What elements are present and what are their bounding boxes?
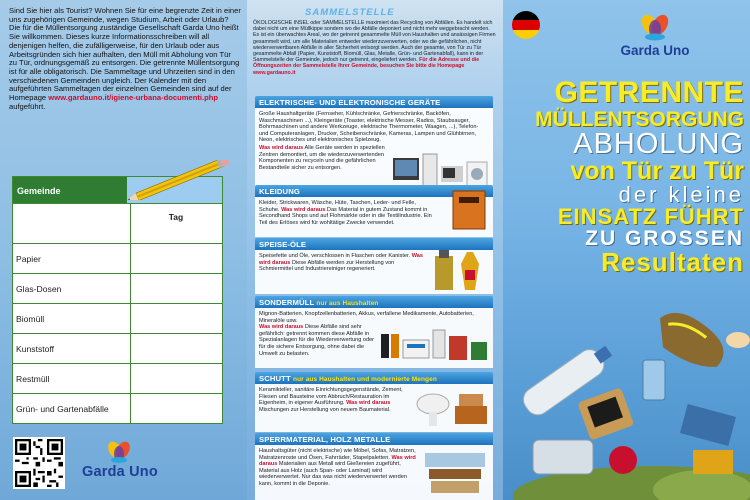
- header-tag: Tag: [168, 212, 184, 222]
- intro-highlight: Für die Adresse und die Öffnungszeiten der Sammelstelle Ihrer Gemeinde, besuchen Sie bitte die Homepage www.gardauno.it: [253, 57, 480, 76]
- section-rubble: [255, 372, 493, 432]
- headline-line: der kleine: [618, 182, 744, 207]
- section-hazardous: [255, 296, 493, 368]
- section-red-label: Was wird daraus: [281, 206, 326, 213]
- section-text2: Alle Geräte werden in speziellen Zentren demontiert, um die wiederzuverwertenden Komponenten zu recyceln und die gefährlichen Bestandteile sicher zu entsorgen.: [259, 144, 385, 171]
- section-title-text: SCHUTT: [259, 374, 291, 383]
- table-row: [13, 243, 222, 273]
- header-gemeinde: Gemeinde: [17, 186, 61, 196]
- section-body: [255, 308, 493, 368]
- collection-table: [12, 176, 223, 424]
- logo-text: Garda Uno: [82, 464, 158, 480]
- logo-text: Garda Uno: [620, 43, 690, 58]
- garda-uno-logo-icon: [639, 13, 671, 41]
- middle-panel: [247, 0, 503, 500]
- section-text2: Das Material in gutem Zustand kommt in Secondhand Shops und auf Flohmärkte oder in die Textilindustrie. Ein Teil des Erlöses wird für wohltätige Zwecke verwendet.: [259, 206, 432, 226]
- section-red-label: Was wird daraus: [259, 324, 304, 331]
- left-panel: [0, 0, 247, 500]
- section-body: [255, 384, 493, 432]
- section-text: Mignon-Batterien, Knopfzellenbatterien, Akkus, verfallene Medikamente, Autobatterien, Mineralöle usw.: [259, 311, 474, 324]
- section-bulky: [255, 433, 493, 500]
- table-row: [13, 393, 222, 423]
- garda-uno-logo-icon: [106, 440, 132, 464]
- section-clothing: [255, 185, 493, 237]
- section-body: [255, 445, 493, 500]
- row-label: Papier: [16, 254, 41, 264]
- rubble-image: [415, 384, 489, 428]
- qr-code-icon[interactable]: [13, 437, 65, 489]
- oil-bottles-image: [431, 246, 489, 292]
- row-label: Biomüll: [16, 314, 45, 324]
- sammelstelle-title: SAMMELSTELLE: [305, 7, 395, 18]
- intro-body: ÖKOLOGISCHE INSEL oder SAMMELSTELLE maximiert das Recycling von Abfällen. Es handelt sich dabei nicht um eine Müllkippe sondern wo die Abfälle deponiert und nicht mehr weggebracht werden. Es ist ein überwachtes Areal, wo der getrennt gesammelte Müll von Haushalten und ansässigen Firmen gesammelt wird, um alle Materialien entweder wiederzuverwerten, oder wo die gefährlichen, nicht wiederverwertbaren Abfälle in aller Sicherheit entsorgt werden. Auch der gesamte, von Tür zu Tür gesammelte Abfall (Papier, Kunststoff, Biomüll, Glas, Metalle, Grün- und Gartenabfall), kann in der Sammelstelle der Gemeinde, jedoch nur getrennt, eingeliefert werden.: [253, 20, 496, 64]
- pencil-icon: [120, 160, 238, 200]
- section-cooking-oil: [255, 238, 493, 294]
- section-text2: Mischungen zur Herstellung von neuem Baumaterial.: [259, 406, 391, 413]
- row-label: Kunststoff: [16, 344, 55, 354]
- right-panel: [503, 0, 750, 500]
- german-flag-icon[interactable]: [512, 11, 540, 39]
- section-text2: Diese Abfälle sind sehr gefährlich: getrennt kommen diese Abfälle in Spezialanlagen für die Wiederverwertung oder für die sichere Entsorgung, ohne dabei die Umwelt zu belasten.: [259, 324, 375, 357]
- section-body: [255, 108, 493, 194]
- headline-line: von Tür zu Tür: [570, 157, 744, 185]
- section-title: SPERRMATERIAL, HOLZ METALLE: [255, 433, 493, 445]
- section-text: Speisefette und Öle, verschlossen in Flaschen oder Kanister.: [259, 253, 411, 259]
- garda-uno-logo: [82, 440, 232, 490]
- row-label: Grün- und Gartenabfälle: [16, 404, 109, 414]
- section-title: SPEISE-ÖLE: [255, 238, 493, 250]
- section-body: [255, 250, 493, 294]
- section-red-label: Was wird daraus: [346, 400, 391, 407]
- headline-line: EINSATZ FÜHRT: [557, 204, 744, 229]
- headline: [503, 78, 750, 275]
- headline-line: Resultaten: [601, 247, 744, 277]
- homepage-link[interactable]: www.gardauno.it/igiene-urbana-documenti.php: [48, 93, 219, 103]
- section-body: [255, 197, 493, 237]
- table-row: [13, 303, 222, 333]
- headline-line: ABHOLUNG: [573, 128, 744, 160]
- section-red-label: Was wird daraus: [259, 144, 304, 151]
- batteries-medicine-image: [379, 326, 489, 364]
- garda-uno-logo: [619, 13, 739, 68]
- section-text: Keramikteller, sanitäre Einrichtungsgegenstände, Zement, Fliesen und Bausteine vom Abbruch/Restauration im Eigenheim, in eigener Ausführung.: [259, 387, 403, 407]
- section-subtitle: nur aus Haushalten: [316, 300, 379, 307]
- section-title: ELEKTRISCHE- UND ELEKTRONISCHE GERÄTE: [255, 96, 493, 108]
- headline-line: GETRENNTE: [554, 76, 744, 109]
- section-text2: Materialien aus Metall wird Gießereien zugeführt, Material aus Holz (auch Span- oder Laminat) wird wiederverwertet. Nur das was nicht wiederverwertet werden kann, kommt in die Deponie.: [259, 461, 407, 487]
- sammelstelle-intro: [253, 20, 497, 76]
- section-text: Große Haushaltgeräte (Fernseher, Kühlschränke, Gefrierschränke, Backöfen, Waschmaschinen ...), Kleingeräte (Toaster, elektrische Messer, Radios, Staubsauger, Bohrmaschinen und andere Werkzeuge, elektrische Thermometer, Waagen, ...), Telefon- und Computeranlagen, Drucker, Scheibenschränke, Kameras, Lampen und Glühbirnen, Neon, elektrisches und elektronisches Spielzeug.: [259, 111, 479, 144]
- section-electronics: [255, 96, 493, 194]
- table-row: [13, 273, 222, 303]
- waste-items-image: [503, 300, 750, 500]
- headline-line: ZU GROSSEN: [585, 227, 744, 250]
- section-text: Kleider, Strickwaren, Wäsche, Hüte, Taschen, Leder- und Felle, Schuhe.: [259, 200, 416, 213]
- table-row: [13, 203, 222, 243]
- row-label: Glas-Dosen: [16, 284, 62, 294]
- headline-line: MÜLLENTSORGUNG: [535, 108, 744, 131]
- furniture-image: [421, 447, 489, 497]
- table-row: [13, 333, 222, 363]
- section-red-label: Was wird daraus: [259, 253, 423, 266]
- section-title: KLEIDUNG: [255, 185, 493, 197]
- table-row: [13, 363, 222, 393]
- intro-tail: aufgeführt.: [9, 101, 46, 111]
- intro-text: Sind Sie hier als Tourist? Wohnen Sie für eine begrenzte Zeit in einer uns zugehörigen Gemeinde, wegen Studium, Arbeit oder Urlaub? Die für die Müllentsorgung zuständige Gesellschaft Garda Uno heißt Sie willkommen. Dieses kurze Informationsschreiben will all denjenigen helfen, die zufälligerweise, für den Urlaub oder aus Arbeitsgründen sich hier aufhalten, den Müll mit Abholung von Tür zu Tür, ordnungsgemäß zu entsorgen. Die getrennte Müllentsorgung ist für alle obligatorisch. Die Sammeltage und Uhrzeiten sind in den verschiedenen Gemeinden ungleich. Der Kalender mit den aufgeführten Sammeltagen der einzelnen Gemeinden sind auf der Homepage: [9, 6, 241, 103]
- section-title: [255, 372, 493, 384]
- section-subtitle: nur aus Haushalten und modernierte Mengen: [293, 376, 437, 383]
- section-text2: Diese Abfälle werden zur Herstellung von Schmiermittel und Industriereiniger regeneriert.: [259, 259, 395, 273]
- clothing-bin-image: [449, 187, 489, 231]
- intro-paragraph: [9, 7, 241, 111]
- row-label: Restmüll: [16, 374, 50, 384]
- section-text: Haushaltsgüter (nicht elektrische) wie Möbel, Sofas, Matratzen, Matratzenroste und Ösen, Fahrräder, Stapelpaletten.: [259, 448, 416, 461]
- section-red-label: Was wird daraus: [259, 454, 416, 468]
- section-title: [255, 296, 493, 308]
- section-title-text: SONDERMÜLL: [259, 298, 315, 307]
